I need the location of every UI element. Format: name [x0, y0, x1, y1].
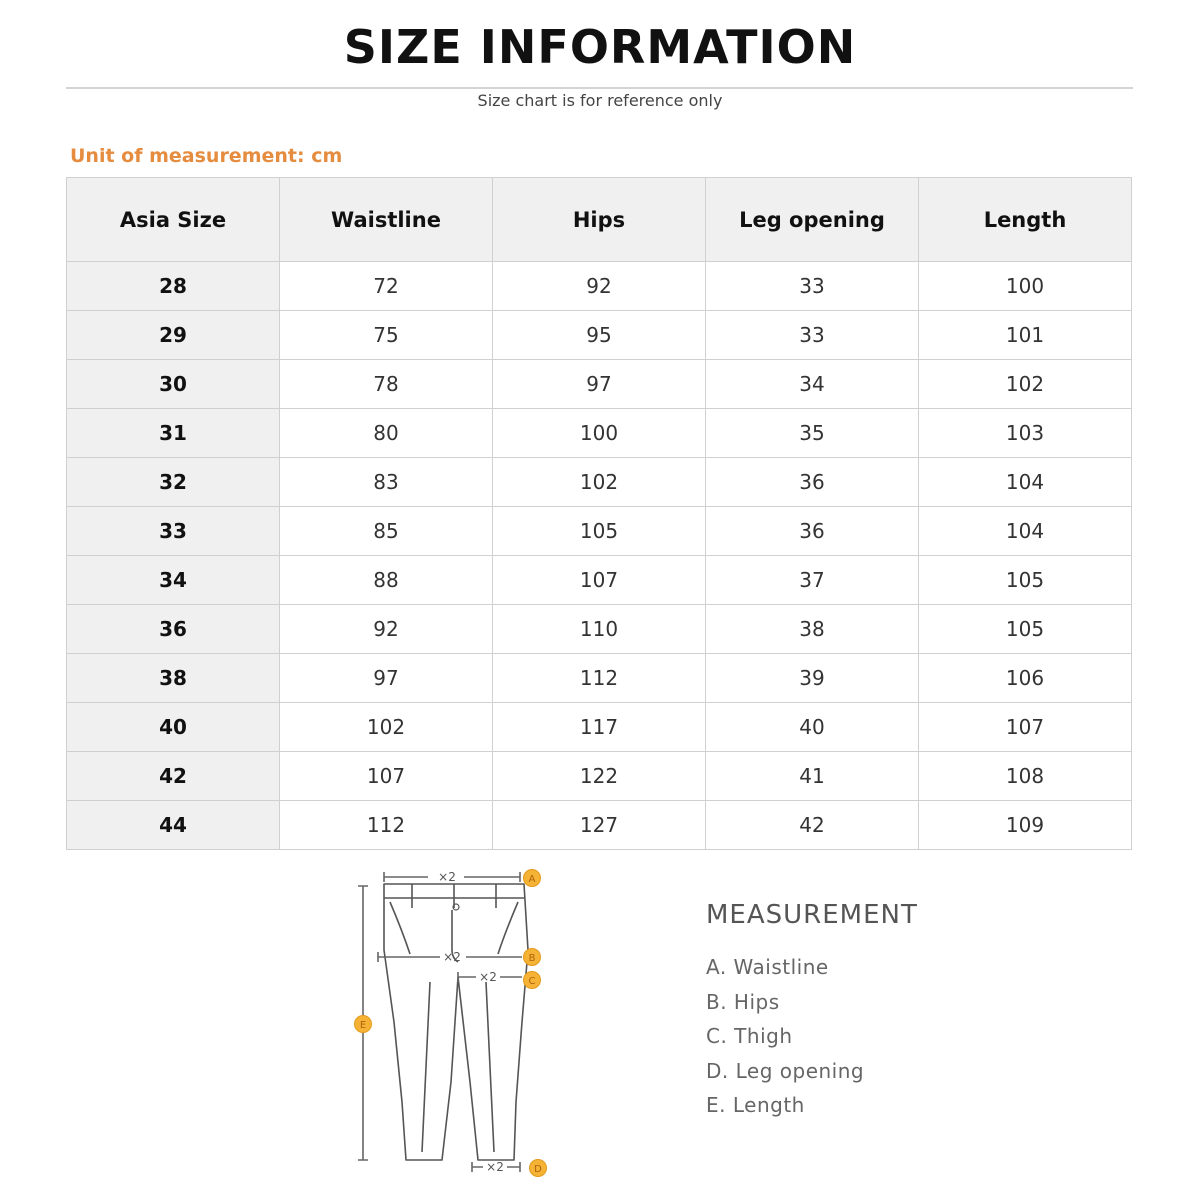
size-cell: 34: [67, 556, 280, 605]
measurement-cell: 34: [706, 360, 919, 409]
page-title: SIZE INFORMATION: [343, 20, 857, 74]
measurement-cell: 33: [706, 262, 919, 311]
size-cell: 33: [67, 507, 280, 556]
marker-b-label: B: [528, 953, 536, 964]
table-row: [67, 262, 1132, 311]
measurement-cell: 83: [280, 458, 493, 507]
column-header: Hips: [493, 178, 706, 262]
legend-item-length: E. Length: [706, 1093, 805, 1117]
page-subtitle: Size chart is for reference only: [477, 91, 723, 110]
legend-item-thigh: C. Thigh: [706, 1024, 793, 1048]
marker-d-label: D: [534, 1164, 542, 1175]
measurement-cell: 110: [493, 605, 706, 654]
table-row: [67, 458, 1132, 507]
title-divider: [66, 87, 1133, 89]
marker-e-label: E: [359, 1020, 367, 1031]
measurement-cell: 108: [919, 752, 1132, 801]
measurement-cell: 102: [280, 703, 493, 752]
measurement-cell: 72: [280, 262, 493, 311]
measurement-cell: 97: [493, 360, 706, 409]
size-table: [66, 177, 1132, 850]
measurement-cell: 102: [919, 360, 1132, 409]
size-cell: 31: [67, 409, 280, 458]
measurement-cell: 107: [919, 703, 1132, 752]
unit-label: Unit of measurement: cm: [70, 145, 343, 167]
measurement-cell: 41: [706, 752, 919, 801]
legend-item-leg-opening: D. Leg opening: [706, 1058, 865, 1083]
inseam-line: [422, 982, 430, 1152]
measurement-cell: 105: [919, 556, 1132, 605]
measurement-cell: 75: [280, 311, 493, 360]
measurement-cell: 104: [919, 458, 1132, 507]
legend-title: MEASUREMENT: [706, 900, 918, 930]
measurement-cell: 36: [706, 507, 919, 556]
size-cell: 42: [67, 752, 280, 801]
column-header: Leg opening: [706, 178, 919, 262]
size-cell: 29: [67, 311, 280, 360]
measurement-cell: 109: [919, 801, 1132, 850]
measurement-cell: 112: [493, 654, 706, 703]
measurement-cell: 101: [919, 311, 1132, 360]
size-cell: 44: [67, 801, 280, 850]
thigh-multiplier: ×2: [479, 970, 497, 984]
measurement-cell: 100: [919, 262, 1132, 311]
measurement-cell: 88: [280, 556, 493, 605]
measurement-cell: 92: [280, 605, 493, 654]
measurement-cell: 42: [706, 801, 919, 850]
measurement-cell: 112: [280, 801, 493, 850]
measurement-cell: 106: [919, 654, 1132, 703]
measurement-cell: 39: [706, 654, 919, 703]
table-row: [67, 507, 1132, 556]
measurement-cell: 85: [280, 507, 493, 556]
measurement-cell: 33: [706, 311, 919, 360]
table-row: [67, 409, 1132, 458]
measurement-cell: 117: [493, 703, 706, 752]
size-cell: 36: [67, 605, 280, 654]
pants-outline: [384, 884, 528, 1160]
table-row: [67, 703, 1132, 752]
legend-item-waistline: A. Waistline: [706, 955, 829, 979]
measurement-cell: 80: [280, 409, 493, 458]
inseam-line: [486, 982, 494, 1152]
measurement-cell: 78: [280, 360, 493, 409]
table-row: [67, 801, 1132, 850]
table-row: [67, 752, 1132, 801]
measurement-cell: 37: [706, 556, 919, 605]
pocket-line: [498, 902, 518, 954]
leg-opening-multiplier: ×2: [486, 1160, 504, 1174]
table-row: [67, 605, 1132, 654]
marker-d: [530, 1160, 547, 1177]
measurement-legend: [706, 900, 918, 1123]
measurement-cell: 127: [493, 801, 706, 850]
table-row: [67, 556, 1132, 605]
size-cell: 30: [67, 360, 280, 409]
hips-multiplier: ×2: [443, 950, 461, 964]
measurement-cell: 36: [706, 458, 919, 507]
measurement-cell: 92: [493, 262, 706, 311]
table-row: [67, 360, 1132, 409]
measurement-cell: 105: [493, 507, 706, 556]
legend-item-hips: B. Hips: [706, 989, 780, 1014]
measurement-cell: 104: [919, 507, 1132, 556]
measurement-cell: 100: [493, 409, 706, 458]
measurement-cell: 107: [280, 752, 493, 801]
measurement-cell: 95: [493, 311, 706, 360]
measurement-cell: 102: [493, 458, 706, 507]
measurement-cell: 38: [706, 605, 919, 654]
column-header: Asia Size: [67, 178, 280, 262]
pants-diagram: [350, 862, 560, 1180]
marker-c-label: C: [528, 976, 536, 987]
size-cell: 40: [67, 703, 280, 752]
column-header: Length: [919, 178, 1132, 262]
waist-multiplier: ×2: [438, 870, 456, 884]
marker-a-label: A: [528, 874, 536, 885]
measurement-cell: 103: [919, 409, 1132, 458]
size-cell: 28: [67, 262, 280, 311]
measurement-cell: 107: [493, 556, 706, 605]
size-cell: 38: [67, 654, 280, 703]
marker-a: [524, 870, 541, 887]
pocket-line: [390, 902, 410, 954]
measurement-cell: 105: [919, 605, 1132, 654]
measurement-cell: 35: [706, 409, 919, 458]
measurement-cell: 40: [706, 703, 919, 752]
size-cell: 32: [67, 458, 280, 507]
table-row: [67, 654, 1132, 703]
column-header: Waistline: [280, 178, 493, 262]
table-row: [67, 311, 1132, 360]
marker-b: [524, 949, 541, 966]
measurement-cell: 97: [280, 654, 493, 703]
marker-e: [355, 1016, 372, 1033]
measurement-cell: 122: [493, 752, 706, 801]
marker-c: [524, 972, 541, 989]
table-header-row: [67, 178, 1132, 262]
